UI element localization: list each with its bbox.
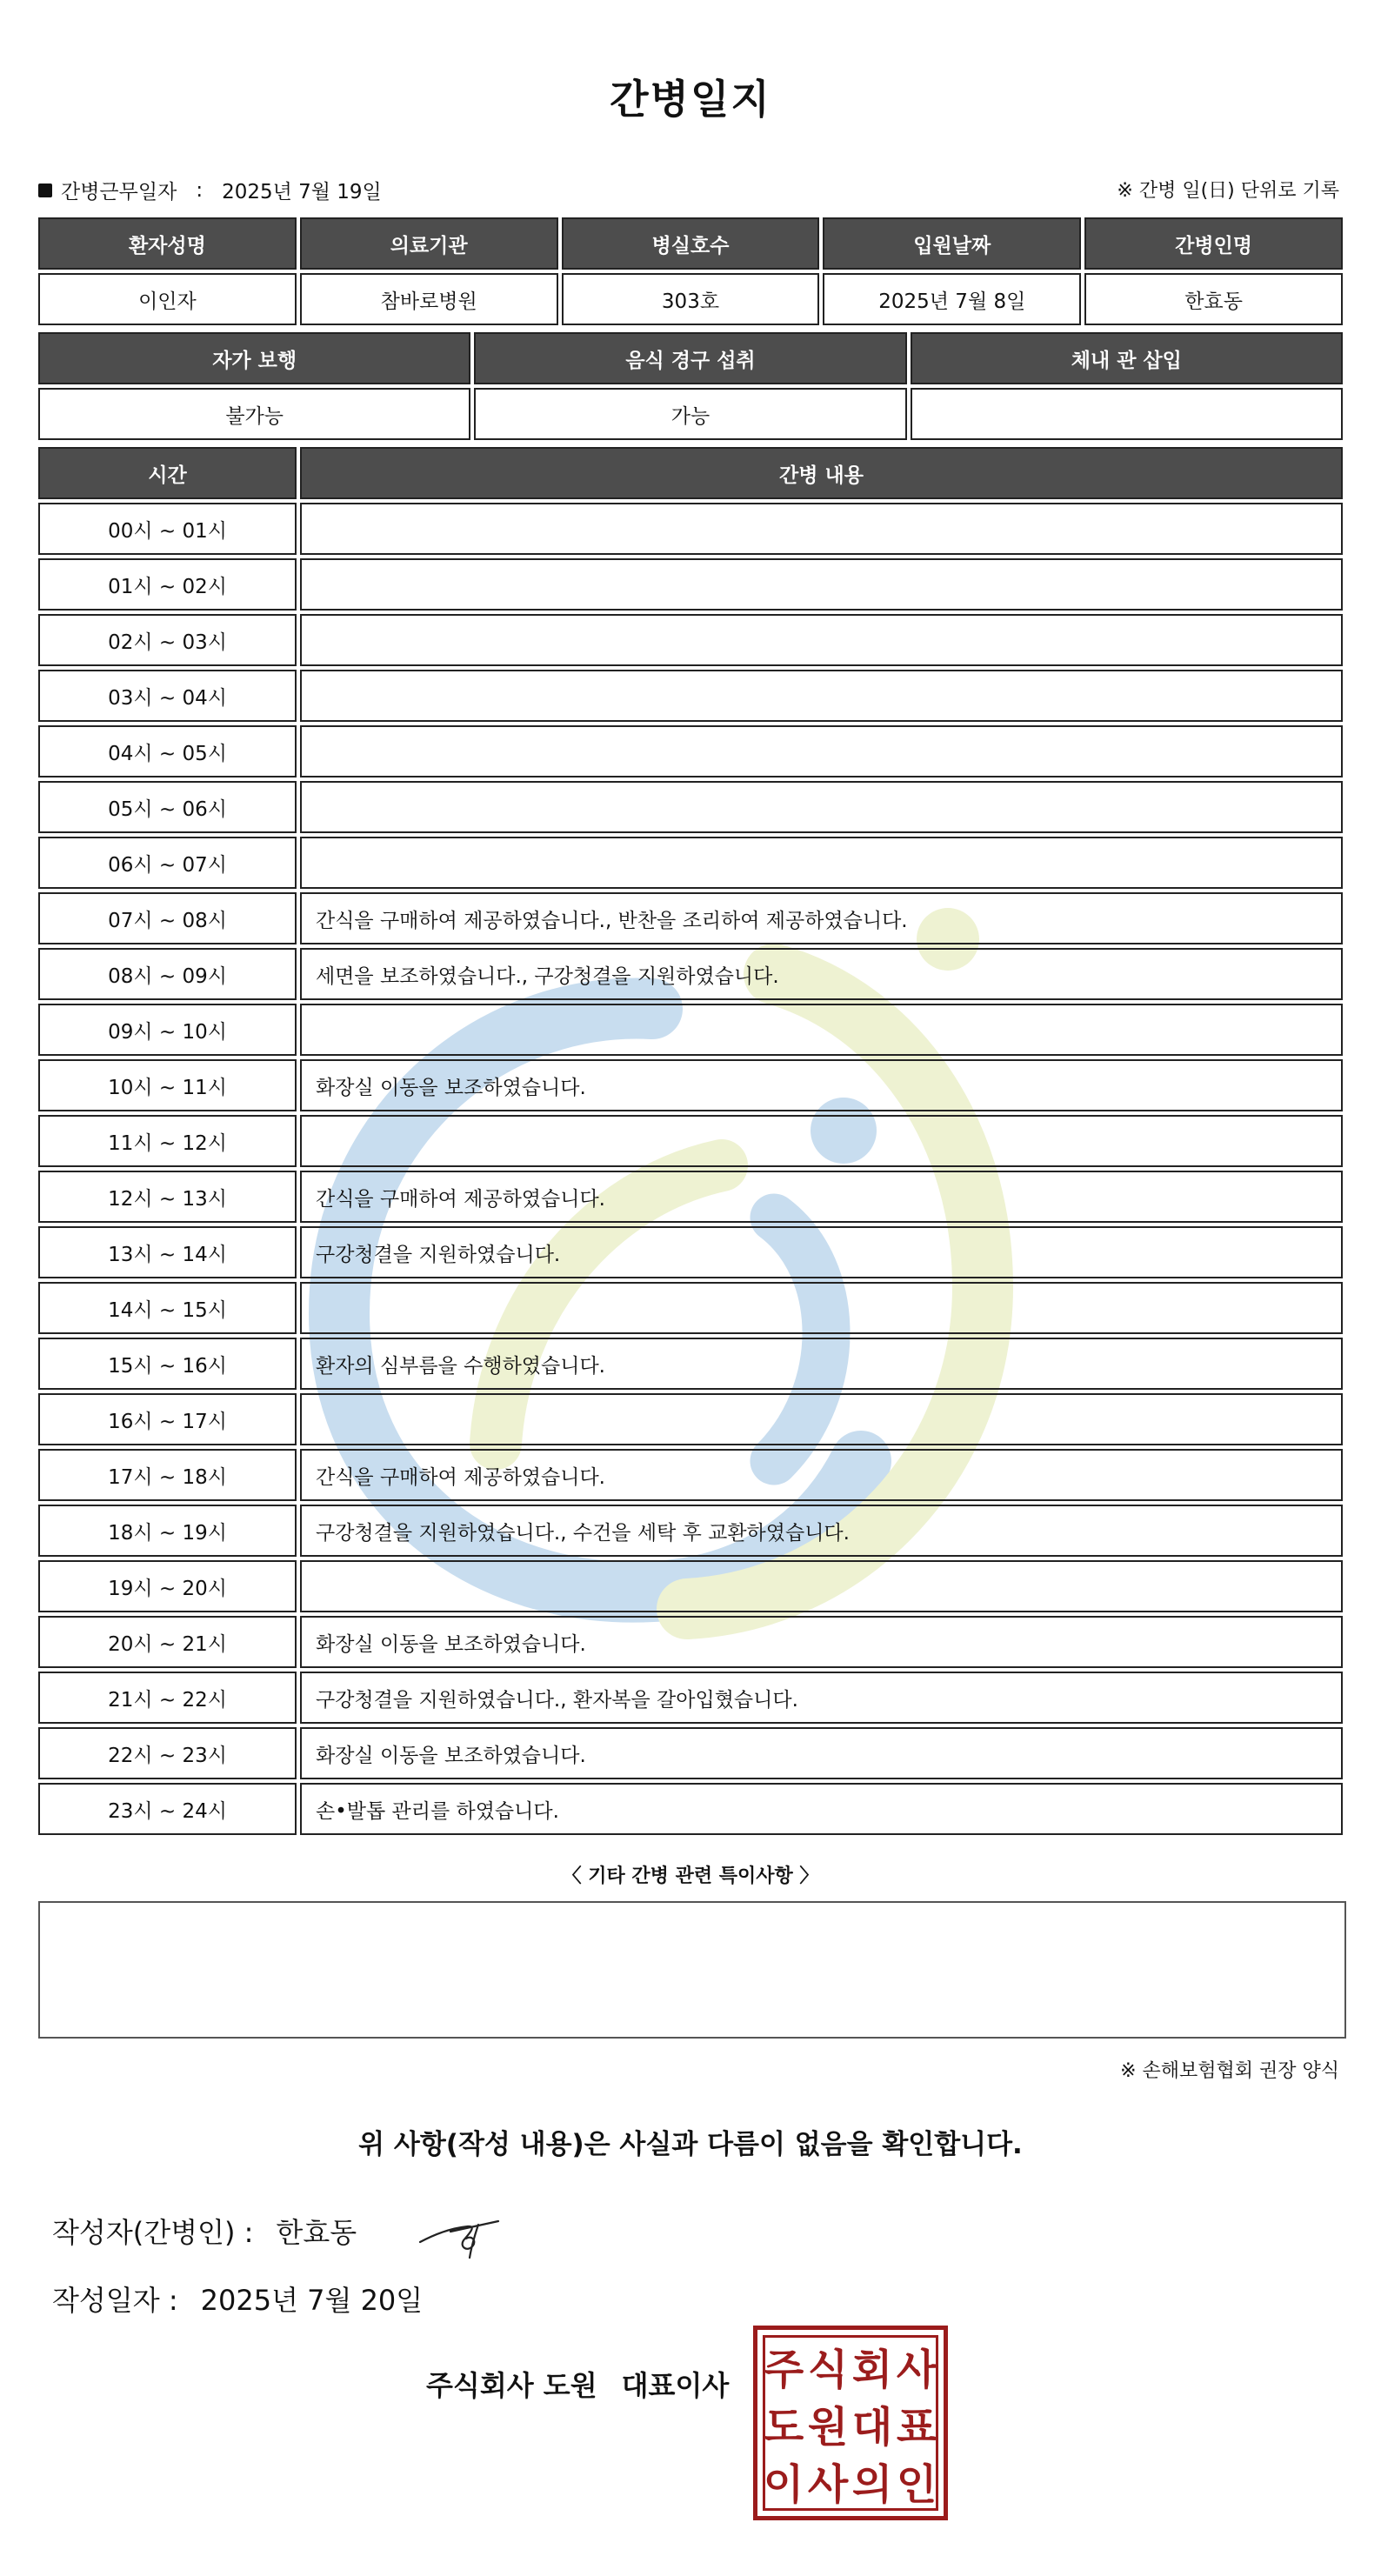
care-log-content: 구강청결을 지원하였습니다., 수건을 세탁 후 교환하였습니다. [300, 1505, 1343, 1557]
care-log-time: 02시 ~ 03시 [38, 614, 297, 666]
care-log-row [38, 1059, 1343, 1111]
care-log-content [300, 503, 1343, 555]
patient-info-header-row [38, 217, 1343, 270]
care-log-time: 08시 ~ 09시 [38, 948, 297, 1000]
company-line [426, 2364, 729, 2404]
care-log-time: 06시 ~ 07시 [38, 837, 297, 889]
seal-character: 인 [896, 2460, 937, 2509]
care-log-row [38, 503, 1343, 555]
status-value-row [38, 388, 1343, 440]
recommended-form-note: ※ 손해보험협회 권장 양식 [1120, 2060, 1339, 2082]
seal-character: 식 [807, 2346, 849, 2394]
self-walking-value: 불가능 [38, 388, 470, 440]
status-header-row [38, 332, 1343, 384]
seal-glyphs [757, 2330, 944, 2516]
care-log-row [38, 948, 1343, 1000]
seal-character: 의 [851, 2460, 893, 2509]
care-log-content [300, 1282, 1343, 1334]
seal-character: 사 [896, 2346, 937, 2394]
care-log-time: 05시 ~ 06시 [38, 781, 297, 833]
written-date-line [52, 2279, 423, 2319]
notes-box [38, 1901, 1346, 2039]
header-tube-insertion: 체내 관 삽입 [911, 332, 1343, 384]
work-date-value: 2025년 7월 19일 [222, 181, 382, 204]
care-log-time: 10시 ~ 11시 [38, 1059, 297, 1111]
confirmation-statement: 위 사항(작성 내용)은 사실과 다름이 없음을 확인합니다. [358, 2129, 1023, 2160]
care-log-content [300, 1560, 1343, 1612]
written-date-label: 작성일자 : [52, 2284, 178, 2317]
care-log-row [38, 892, 1343, 944]
care-log-table [35, 444, 1346, 1839]
care-log-content: 간식을 구매하여 제공하였습니다., 반찬을 조리하여 제공하였습니다. [300, 892, 1343, 944]
care-log-content: 화장실 이동을 보조하였습니다. [300, 1616, 1343, 1668]
care-log-time: 13시 ~ 14시 [38, 1226, 297, 1278]
care-log-content [300, 1393, 1343, 1445]
care-log-time: 01시 ~ 02시 [38, 558, 297, 611]
company-title: 대표이사 [621, 2369, 730, 2402]
care-log-row [38, 725, 1343, 777]
care-log-content: 손•발톱 관리를 하였습니다. [300, 1783, 1343, 1835]
caregiver-name-value: 한효동 [1084, 273, 1343, 325]
care-log-content: 화장실 이동을 보조하였습니다. [300, 1059, 1343, 1111]
patient-info-table [35, 214, 1346, 329]
care-log-row [38, 1004, 1343, 1056]
care-log-row [38, 781, 1343, 833]
care-log-content [300, 725, 1343, 777]
care-log-time: 14시 ~ 15시 [38, 1282, 297, 1334]
header-hospital: 의료기관 [300, 217, 558, 270]
care-log-content [300, 1004, 1343, 1056]
care-log-row [38, 558, 1343, 611]
care-log-content: 세면을 보조하였습니다., 구강청결을 지원하였습니다. [300, 948, 1343, 1000]
care-log-time: 00시 ~ 01시 [38, 503, 297, 555]
care-log-content [300, 781, 1343, 833]
care-log-row [38, 614, 1343, 666]
care-log-time: 19시 ~ 20시 [38, 1560, 297, 1612]
seal-character: 회 [851, 2346, 893, 2394]
signature [416, 2209, 511, 2261]
care-log-time: 20시 ~ 21시 [38, 1616, 297, 1668]
care-log-time: 11시 ~ 12시 [38, 1115, 297, 1167]
record-unit-note: ※ 간병 일(日) 단위로 기록 [1117, 180, 1339, 202]
patient-info-value-row [38, 273, 1343, 325]
care-log-row [38, 1338, 1343, 1390]
care-log-content: 간식을 구매하여 제공하였습니다. [300, 1449, 1343, 1501]
care-log-time: 09시 ~ 10시 [38, 1004, 297, 1056]
care-log-row [38, 837, 1343, 889]
care-log-header-row [38, 447, 1343, 499]
header-room-number: 병실호수 [562, 217, 820, 270]
care-log-row [38, 1115, 1343, 1167]
care-log-content: 간식을 구매하여 제공하였습니다. [300, 1171, 1343, 1223]
care-log-content [300, 1115, 1343, 1167]
care-log-time: 23시 ~ 24시 [38, 1783, 297, 1835]
seal-character: 대 [851, 2403, 893, 2452]
care-log-time: 18시 ~ 19시 [38, 1505, 297, 1557]
care-log-time: 15시 ~ 16시 [38, 1338, 297, 1390]
work-date-separator: : [196, 178, 203, 202]
room-number-value: 303호 [562, 273, 820, 325]
care-log-content: 환자의 심부름을 수행하였습니다. [300, 1338, 1343, 1390]
care-log-row [38, 1560, 1343, 1612]
care-log-content [300, 558, 1343, 611]
care-log-row [38, 670, 1343, 722]
care-log-body [38, 503, 1343, 1835]
care-log-time: 07시 ~ 08시 [38, 892, 297, 944]
patient-status-table [35, 329, 1346, 444]
company-name: 주식회사 도원 [426, 2369, 597, 2402]
care-log-time: 21시 ~ 22시 [38, 1672, 297, 1724]
care-log-content [300, 614, 1343, 666]
header-self-walking: 자가 보행 [38, 332, 470, 384]
care-log-content [300, 670, 1343, 722]
care-log-time: 12시 ~ 13시 [38, 1171, 297, 1223]
care-log-row [38, 1672, 1343, 1724]
care-log-row [38, 1505, 1343, 1557]
care-log-content: 구강청결을 지원하였습니다. [300, 1226, 1343, 1278]
care-log-row [38, 1393, 1343, 1445]
care-log-content: 구강청결을 지원하였습니다., 환자복을 갈아입혔습니다. [300, 1672, 1343, 1724]
patient-name-value: 이인자 [38, 273, 297, 325]
header-care-content: 간병 내용 [300, 447, 1343, 499]
seal-character: 사 [807, 2460, 849, 2509]
page-title: 간병일지 [610, 76, 771, 123]
care-log-time: 03시 ~ 04시 [38, 670, 297, 722]
care-log-row [38, 1783, 1343, 1835]
care-log-row [38, 1171, 1343, 1223]
care-log-row [38, 1226, 1343, 1278]
care-log-row [38, 1282, 1343, 1334]
header-time: 시간 [38, 447, 297, 499]
company-seal [753, 2326, 948, 2520]
oral-intake-value: 가능 [474, 388, 906, 440]
care-log-row [38, 1616, 1343, 1668]
care-log-content [300, 837, 1343, 889]
header-admission-date: 입원날짜 [823, 217, 1081, 270]
care-log-time: 16시 ~ 17시 [38, 1393, 297, 1445]
writer-line [52, 2211, 357, 2251]
care-log-time: 17시 ~ 18시 [38, 1449, 297, 1501]
seal-character: 주 [763, 2346, 804, 2394]
header-caregiver-name: 간병인명 [1084, 217, 1343, 270]
work-date-label: 간병근무일자 [61, 181, 177, 204]
care-log-row [38, 1449, 1343, 1501]
seal-character: 표 [896, 2403, 937, 2452]
seal-character: 이 [763, 2460, 804, 2509]
notes-title: 〈 기타 간병 관련 특이사항 〉 [562, 1865, 819, 1887]
hospital-value: 참바로병원 [300, 273, 558, 325]
header-oral-intake: 음식 경구 섭취 [474, 332, 906, 384]
seal-character: 원 [807, 2403, 849, 2452]
written-date-value: 2025년 7월 20일 [200, 2284, 424, 2317]
seal-character: 도 [763, 2403, 804, 2452]
care-log-time: 22시 ~ 23시 [38, 1727, 297, 1779]
header-patient-name: 환자성명 [38, 217, 297, 270]
tube-insertion-value [911, 388, 1343, 440]
care-log-row [38, 1727, 1343, 1779]
work-date-line [38, 176, 382, 204]
care-log-time: 04시 ~ 05시 [38, 725, 297, 777]
admission-date-value: 2025년 7월 8일 [823, 273, 1081, 325]
bullet-square-icon [38, 184, 52, 197]
writer-value: 한효동 [276, 2216, 357, 2249]
writer-label: 작성자(간병인) : [52, 2216, 254, 2249]
care-log-content: 화장실 이동을 보조하였습니다. [300, 1727, 1343, 1779]
